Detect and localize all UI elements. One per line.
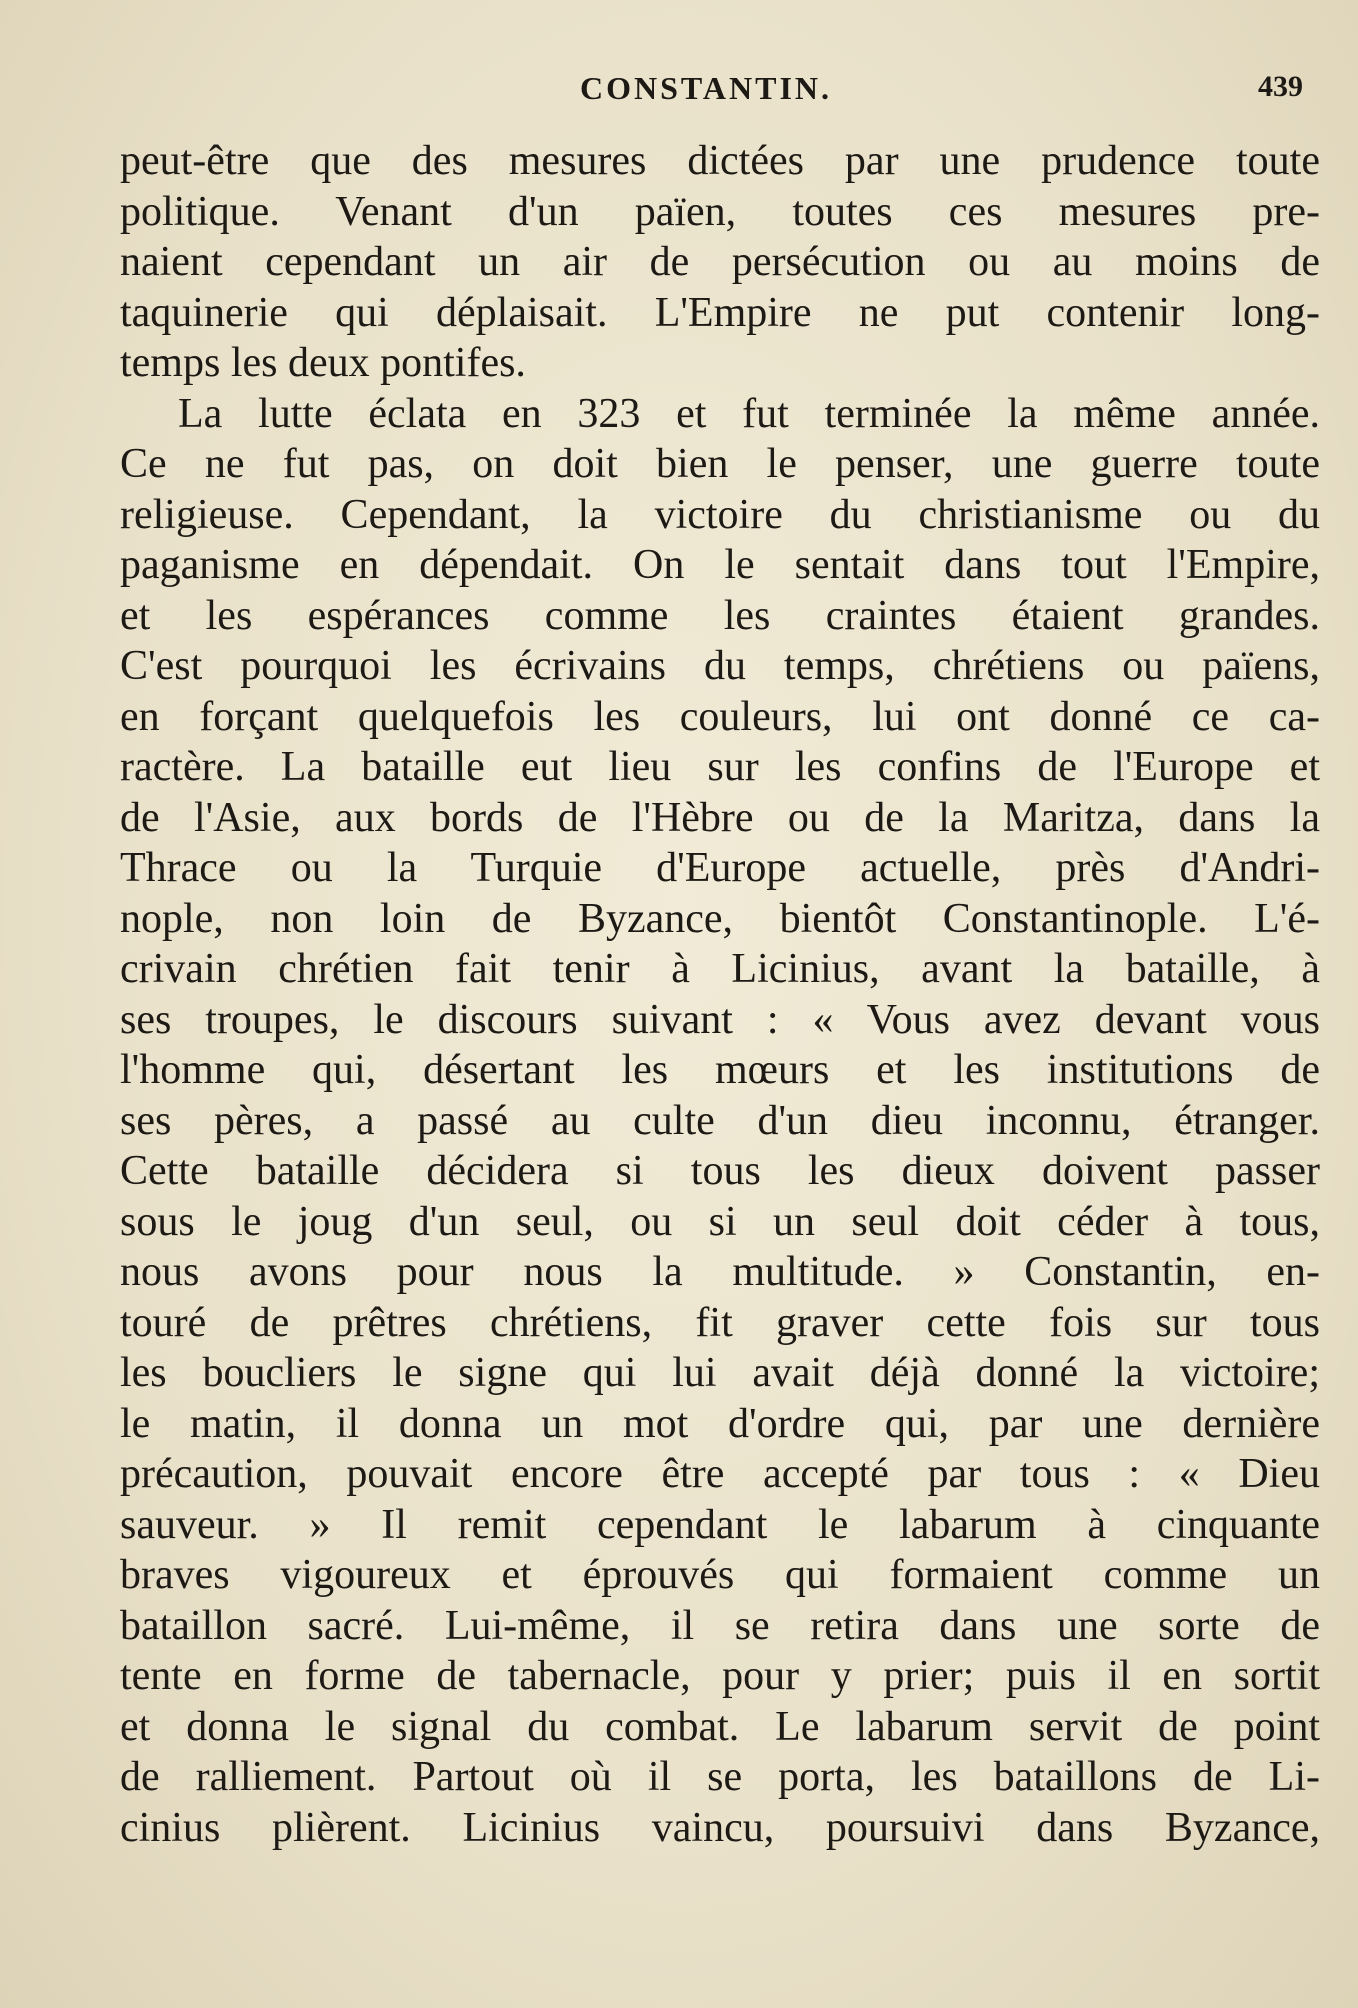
text-line: les boucliers le signe qui lui avait déjà donné la victoire; (120, 1350, 1320, 1396)
text-line: braves vigoureux et éprouvés qui formaient comme un (120, 1552, 1320, 1598)
page-number: 439 (1258, 70, 1303, 103)
text-line: naient cependant un air de persécution ou au moins de (120, 239, 1320, 285)
text-line: politique. Venant d'un païen, toutes ces mesures pre- (120, 188, 1320, 235)
text-line: taquinerie qui déplaisait. L'Empire ne put contenir long- (120, 289, 1320, 336)
running-title: CONSTANTIN. (580, 70, 832, 106)
text-line: peut-être que des mesures dictées par une prudence toute (120, 138, 1320, 184)
text-line: de l'Asie, aux bords de l'Hèbre ou de la Maritza, dans la (120, 794, 1320, 841)
text-line: ses pères, a passé au culte d'un dieu inconnu, étranger. (120, 1097, 1320, 1144)
text-line: nople, non loin de Byzance, bientôt Constantinople. L'é- (120, 895, 1320, 942)
text-line: Ce ne fut pas, on doit bien le penser, une guerre toute (120, 441, 1320, 487)
text-line: de ralliement. Partout où il se porta, les bataillons de Li- (120, 1754, 1320, 1800)
text-line: nous avons pour nous la multitude. » Constantin, en- (120, 1249, 1320, 1295)
text-line: cinius plièrent. Licinius vaincu, poursuivi dans Byzance, (120, 1804, 1320, 1851)
text-line: La lutte éclata en 323 et fut terminée la même année. (178, 390, 1320, 437)
text-line: C'est pourquoi les écrivains du temps, chrétiens ou païens, (120, 643, 1320, 689)
text-line: et donna le signal du combat. Le labarum servit de point (120, 1703, 1320, 1750)
text-line: sous le joug d'un seul, ou si un seul doit céder à tous, (120, 1198, 1320, 1245)
text-line: ractère. La bataille eut lieu sur les confins de l'Europe et (120, 744, 1320, 790)
text-line: tente en forme de tabernacle, pour y prier; puis il en sortit (120, 1653, 1320, 1699)
text-line: touré de prêtres chrétiens, fit graver cette fois sur tous (120, 1299, 1320, 1346)
running-head (0, 70, 1358, 110)
text-line: sauveur. » Il remit cependant le labarum à cinquante (120, 1501, 1320, 1548)
text-line: crivain chrétien fait tenir à Licinius, avant la bataille, à (120, 946, 1320, 992)
text-line: ses troupes, le discours suivant : « Vous avez devant vous (120, 996, 1320, 1043)
text-line: l'homme qui, désertant les mœurs et les institutions de (120, 1047, 1320, 1093)
body-text (120, 136, 1320, 1853)
text-line: le matin, il donna un mot d'ordre qui, par une dernière (120, 1400, 1320, 1447)
text-line: religieuse. Cependant, la victoire du christianisme ou du (120, 491, 1320, 538)
text-line: temps les deux pontifes. (120, 340, 526, 386)
text-line: Cette bataille décidera si tous les dieux doivent passer (120, 1148, 1320, 1194)
text-line: précaution, pouvait encore être accepté par tous : « Dieu (120, 1451, 1320, 1497)
text-line: et les espérances comme les craintes étaient grandes. (120, 592, 1320, 639)
text-line: paganisme en dépendait. On le sentait dans tout l'Empire, (120, 542, 1320, 588)
text-line: Thrace ou la Turquie d'Europe actuelle, près d'Andri- (120, 845, 1320, 891)
text-line: en forçant quelquefois les couleurs, lui ont donné ce ca- (120, 693, 1320, 740)
text-line: bataillon sacré. Lui-même, il se retira dans une sorte de (120, 1602, 1320, 1649)
